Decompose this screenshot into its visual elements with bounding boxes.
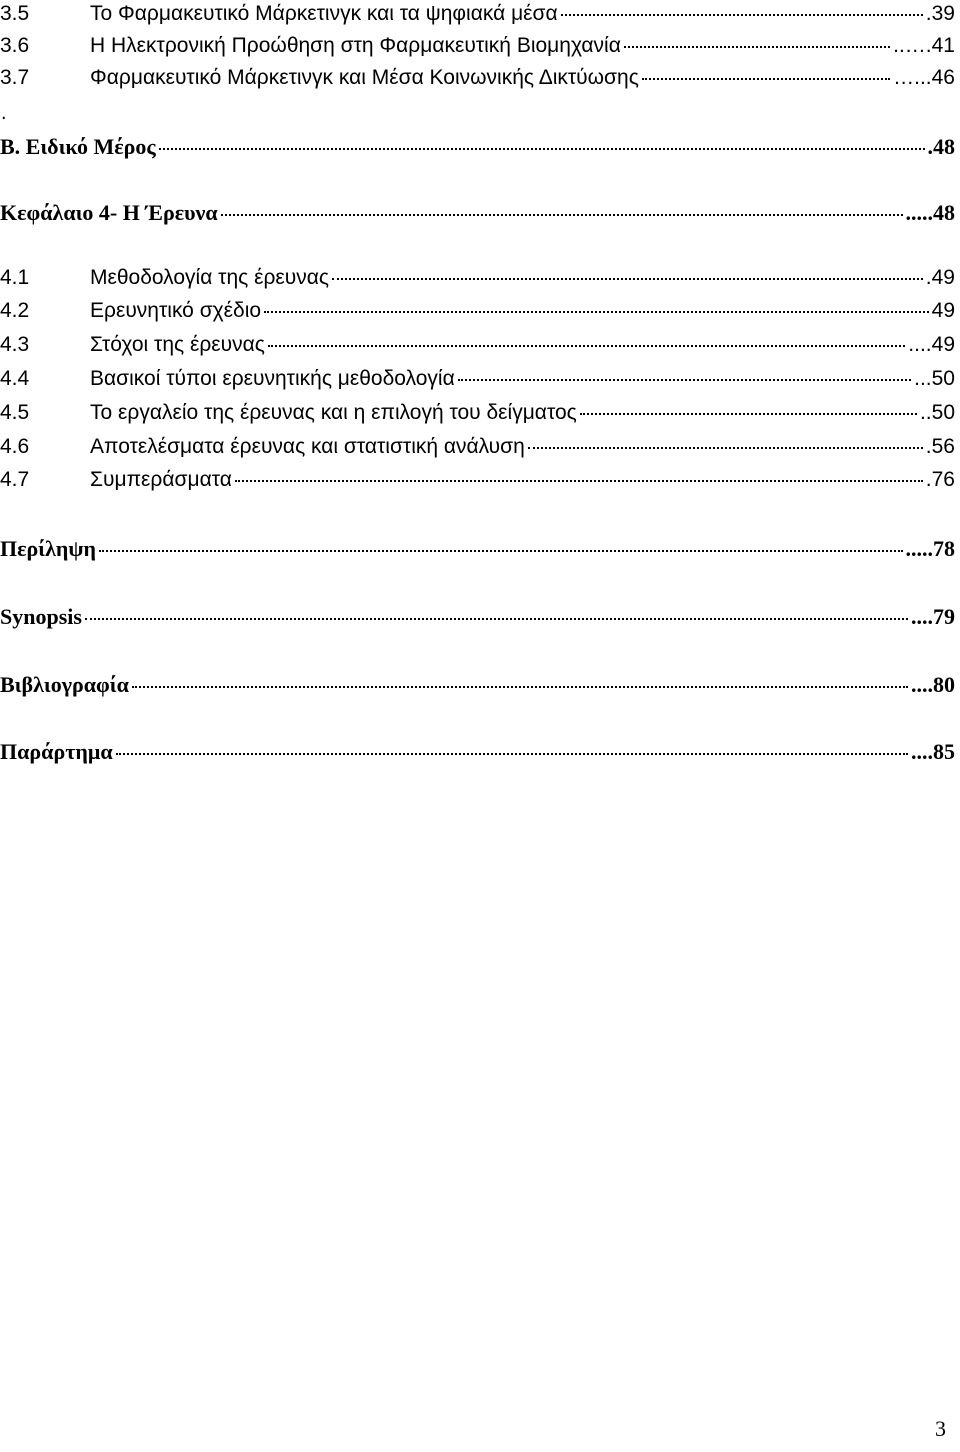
dot-leader [268,345,905,347]
toc-entry [0,333,955,363]
toc-entry [0,367,955,397]
toc-entry-number: 3.7 [0,66,30,89]
dot-leader [221,214,903,216]
dot-leader [561,14,923,16]
dot-leader [580,413,917,415]
toc-entry-title: Μεθοδολογία της έρευνας [90,266,330,289]
toc-entry-page: .39 [925,2,955,25]
toc-entry-title: Ερευνητικό σχέδιο [90,299,262,322]
toc-entry-number: 3.6 [0,34,30,57]
toc-section-heading [0,536,955,566]
toc-entry [0,34,955,64]
toc-entry-page: ....85 [911,739,955,764]
toc-entry-number: 4.4 [0,367,30,390]
toc-entry [0,66,955,96]
dot-leader [235,480,923,482]
dot-leader [85,618,908,620]
toc-entry-number: 4.1 [0,266,30,289]
dot-leader [528,447,923,449]
toc-section-heading [0,604,955,634]
toc-entry [0,435,955,465]
toc-part-heading [0,134,955,164]
toc-entry [0,299,955,329]
toc-entry [0,401,955,431]
dot-leader [99,550,902,552]
dot-leader [116,753,908,755]
toc-entry-page: ..50 [919,401,955,424]
toc-entry-page: 49 [931,299,955,322]
toc-entry [0,2,955,32]
toc-entry-page: .48 [927,134,955,159]
dot-leader [458,379,911,381]
toc-entry-number: 3.5 [0,2,30,25]
toc-entry-title: Το Φαρμακευτικό Μάρκετινγκ και τα ψηφιακά μέσα [90,2,558,25]
toc-entry-title: Β. Ειδικό Μέρος [0,134,156,159]
toc-entry-page: ....80 [911,672,955,697]
toc-entry-title: Παράρτημα [0,739,113,764]
toc-entry-page: ....79 [911,604,955,629]
toc-entry-page: .....48 [905,200,955,225]
dot-leader [264,311,929,313]
toc-entry-title: Κεφάλαιο 4- Η Έρευνα [0,200,218,225]
stray-dot: . [1,102,7,124]
toc-entry-title: Το εργαλείο της έρευνας και η επιλογή του δείγματος [90,401,577,424]
toc-entry-page: …...46 [893,66,955,89]
toc-entry-page: .76 [925,468,955,491]
dot-leader [132,686,908,688]
toc-entry-title: Φαρμακευτικό Μάρκετινγκ και Μέσα Κοινωνικής Δικτύωσης [90,66,639,89]
toc-entry-title: Στόχοι της έρευνας [90,333,265,356]
toc-entry-page: ..….41 [893,34,955,57]
dot-leader [642,78,890,80]
toc-entry-page: ...50 [914,367,955,390]
toc-entry-number: 4.5 [0,401,30,424]
toc-entry-title: Synopsis [0,604,82,629]
toc-section-heading [0,739,955,769]
toc-section-heading [0,672,955,702]
dot-leader [624,46,890,48]
toc-entry-title: Συμπεράσματα [90,468,232,491]
toc-entry-number: 4.2 [0,299,30,322]
toc-entry-title: Βιβλιογραφία [0,672,129,697]
toc-entry-page: ....49 [908,333,955,356]
toc-entry-title: Περίληψη [0,536,97,561]
toc-entry-page: .56 [925,435,955,458]
toc-entry [0,468,955,498]
toc-entry-title: Η Ηλεκτρονική Προώθηση στη Φαρμακευτική Βιομηχανία [90,34,621,57]
page-number: 3 [935,1416,946,1441]
toc-entry-page: .49 [925,266,955,289]
toc-entry-number: 4.7 [0,468,30,491]
toc-entry-title: Αποτελέσματα έρευνας και στατιστική ανάλυση [90,435,525,458]
toc-entry-title: Βασικοί τύποι ερευνητικής μεθοδολογία [90,367,455,390]
toc-entry [0,266,955,296]
toc-entry-number: 4.6 [0,435,30,458]
toc-chapter-heading [0,200,955,230]
toc-entry-number: 4.3 [0,333,30,356]
dot-leader [332,278,923,280]
dot-leader [159,148,925,150]
toc-entry-page: .....78 [905,536,955,561]
